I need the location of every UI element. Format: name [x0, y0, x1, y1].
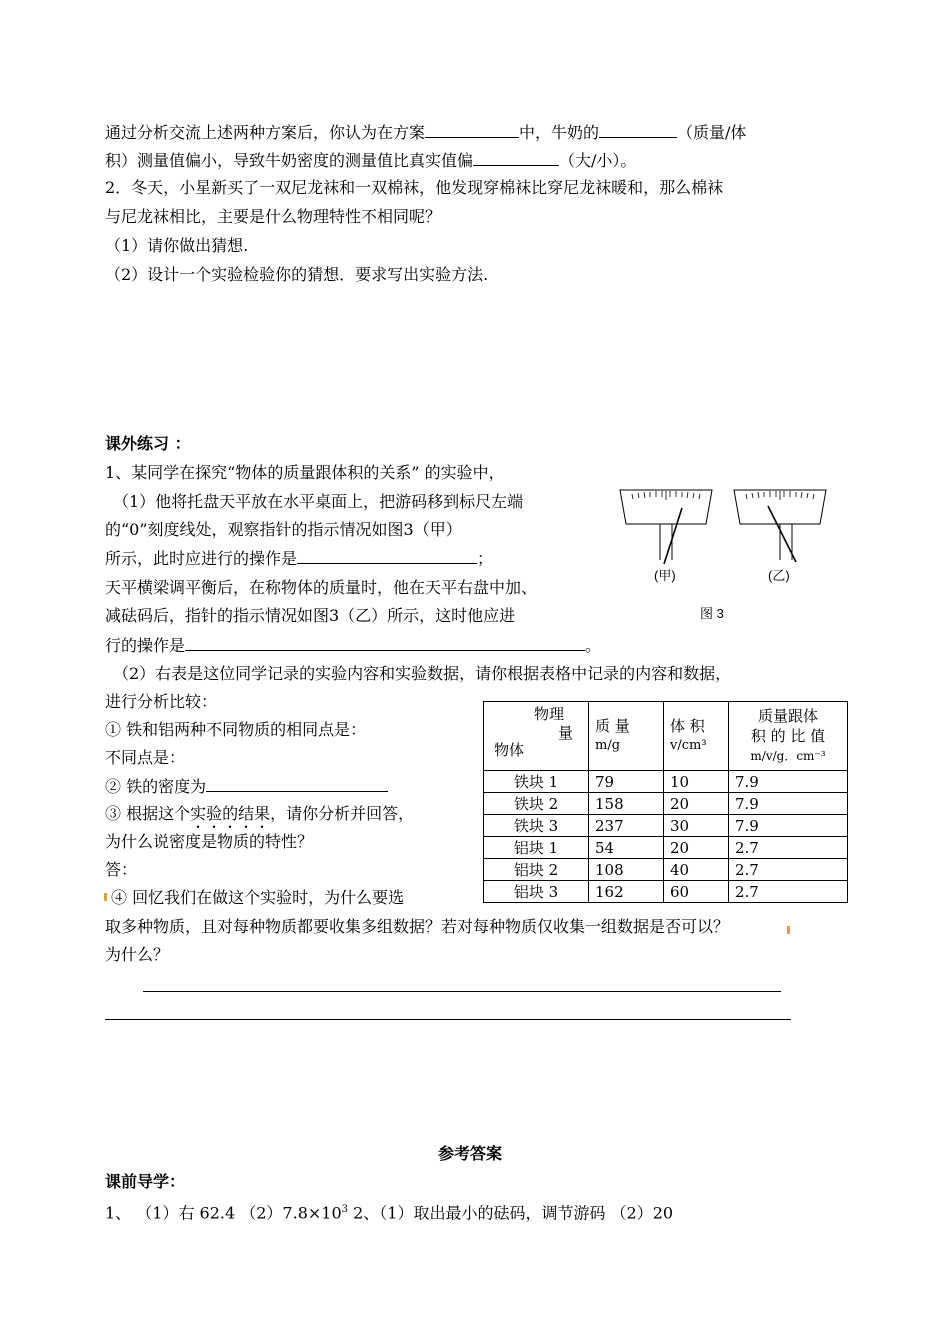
data-table: [483, 701, 848, 903]
question-line: 行的操作是 。: [105, 633, 601, 658]
question-line: ④ 回忆我们在做这个实验时，为什么要选: [111, 888, 405, 907]
question-2-part-1: （1）请你做出猜想.: [105, 236, 249, 255]
question-line: ② 铁的密度为: [105, 774, 388, 799]
edit-marker: [787, 926, 790, 934]
question-line: 1、某同学在探究“物体的质量跟体积的关系” 的实验中，: [105, 463, 505, 482]
question-line: 进行分析比较：: [105, 692, 218, 711]
table-row: 铁块 2 158 20 7.9: [484, 793, 848, 815]
section-heading: 课外练习 ：: [105, 434, 191, 453]
question-line: 为什么？: [105, 945, 170, 964]
figure-label-a: (甲): [654, 568, 676, 583]
answer-label: 答：: [105, 860, 138, 879]
table-row: 铁块 3 237 30 7.9: [484, 815, 848, 837]
question-line: （1）他将托盘天平放在水平桌面上，把游码移到标尺左端: [113, 492, 524, 511]
table-row: 铁块 1 79 10 7.9: [484, 771, 848, 793]
answers-section-heading: 课前导学：: [105, 1172, 186, 1191]
question-line: 不同点是：: [105, 748, 186, 767]
table-header-ratio: 质量跟体 积 的 比 值 m/v/g．cm⁻³: [729, 702, 848, 771]
balance-scale-a: [620, 478, 712, 564]
figure-label-b: (乙): [768, 568, 790, 583]
table-corner-cell: 物理 量 物体: [484, 702, 589, 771]
answer-line[interactable]: [143, 991, 781, 992]
balance-figure: [612, 478, 842, 628]
answers-line: 1、 （1）右 62.4 $(2)7.8\times 10^3$ 2、（1）取出最小的砝码，调节游码 （2）20: [105, 1203, 674, 1223]
question-line: 的“0”刻度线处，观察指针的指示情况如图3（甲）: [105, 520, 462, 539]
question-line: 取多种物质，且对每种物质都要收集多组数据？若对每种物质仅收集一组数据是否可以？: [105, 917, 730, 936]
question-line: 所示，此时应进行的操作是 ；: [105, 546, 493, 571]
balance-scale-b: [734, 490, 826, 562]
table-row: 铝块 1 54 20 2.7: [484, 837, 848, 859]
answer-blank[interactable]: [185, 633, 585, 651]
question-2-line: 2．冬天，小星新买了一双尼龙袜和一双棉袜，他发现穿棉袜比穿尼龙袜暖和，那么棉袜: [105, 178, 724, 197]
answer-blank[interactable]: [599, 120, 677, 138]
question-line: （2）右表是这位同学记录的实验内容和实验数据，请你根据表格中记录的内容和数据，: [113, 664, 732, 683]
answers-title: 参考答案: [438, 1144, 503, 1163]
table-header-mass: 质 量 m/g: [589, 702, 664, 771]
question-line: ③ 根据这个实验的结果，请你分析并回答，: [105, 804, 415, 823]
question-line: 为什么说密度是物质的特性？: [105, 832, 314, 851]
answer-blank[interactable]: [425, 120, 519, 138]
answer-blank[interactable]: [297, 546, 477, 564]
text-line: 积）测量值偏小，导致牛奶密度的测量值比真实值偏 （大/小）。: [105, 148, 636, 173]
answer-line[interactable]: [105, 1019, 791, 1020]
table-header-row: [484, 702, 848, 771]
table-header-volume: 体 积 v/cm³: [664, 702, 729, 771]
question-line: ① 铁和铝两种不同物质的相同点是：: [105, 720, 367, 739]
table-row: 铝块 2 108 40 2.7: [484, 859, 848, 881]
answer-blank[interactable]: [206, 774, 388, 792]
text-line: 通过分析交流上述两种方案后，你认为在方案 中，牛奶的 （质量/体: [105, 120, 746, 145]
answer-blank[interactable]: [473, 148, 559, 166]
table-row: 铝块 3 162 60 2.7: [484, 881, 848, 903]
question-2-line: 与尼龙袜相比，主要是什么物理特性不相同呢？: [105, 207, 442, 226]
question-2-part-2: （2）设计一个实验检验你的猜想．要求写出实验方法.: [105, 265, 489, 284]
figure-caption: 图 3: [700, 606, 724, 621]
edit-marker: [104, 893, 107, 901]
question-line: 天平横梁调平衡后，在称物体的质量时，他在天平右盘中加、: [105, 578, 538, 597]
question-line: 减砝码后，指针的指示情况如图3（乙）所示，这时他应进: [105, 606, 516, 625]
